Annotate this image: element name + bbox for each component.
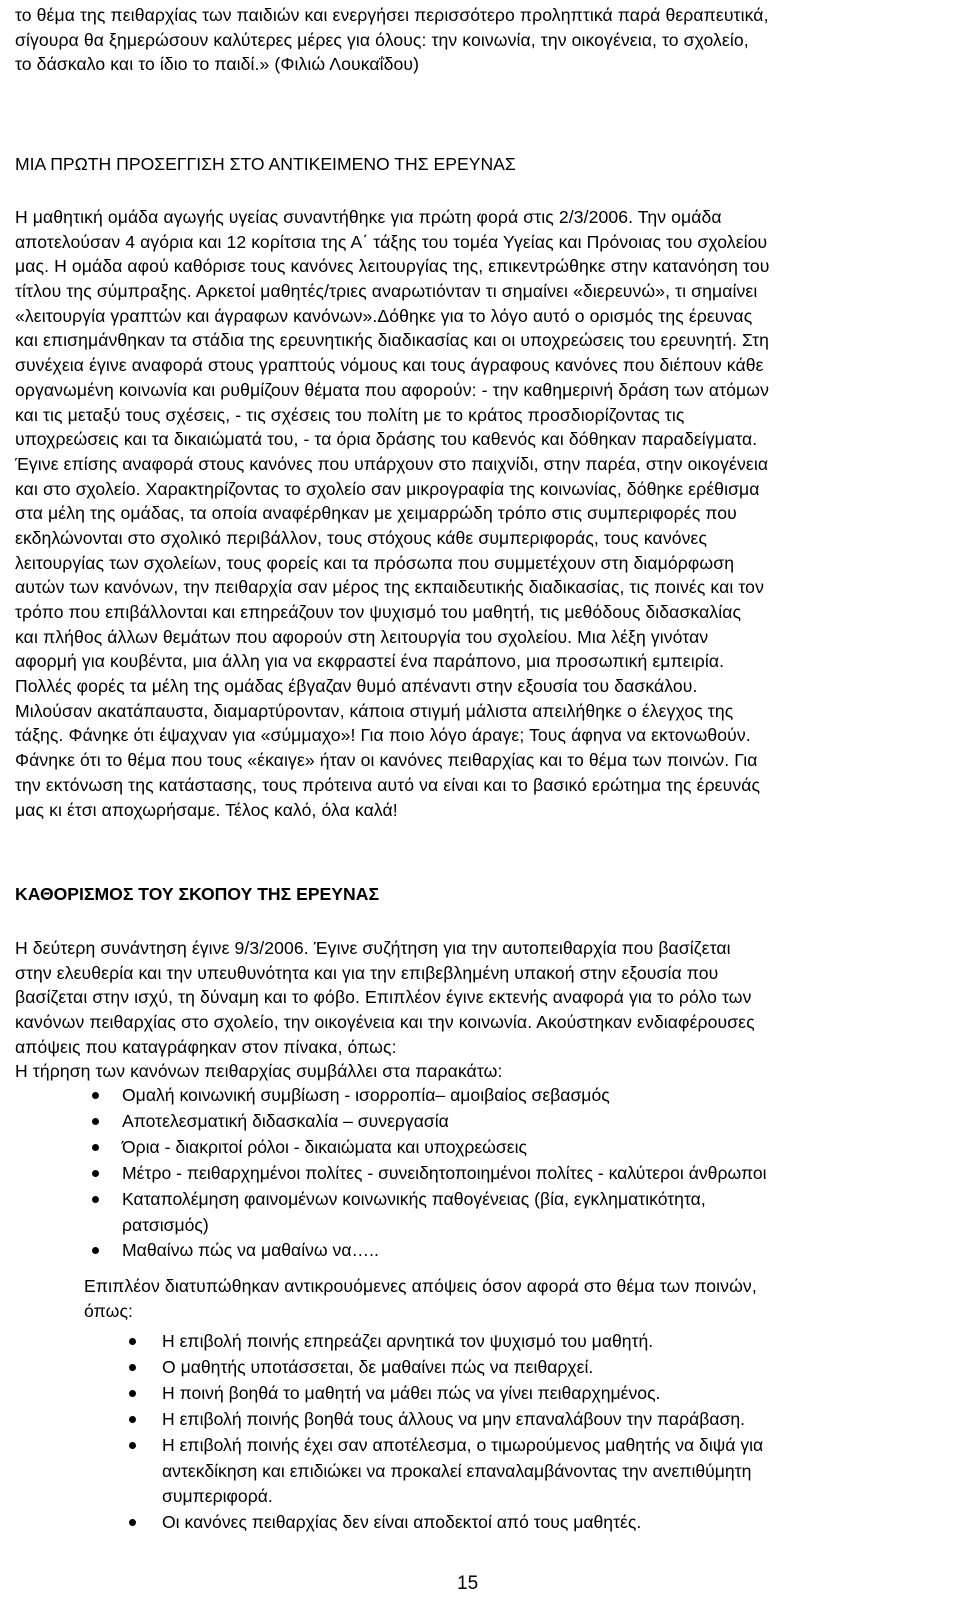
list-item: Η ποινή βοηθά το μαθητή να μάθει πώς να γίνει πειθαρχημένος. bbox=[162, 1381, 763, 1407]
text-line: και πλήθος άλλων θεμάτων που αφορούν στη λειτουργία του σχολείου. Μια λέξη γινόταν bbox=[15, 626, 709, 647]
text-line: το δάσκαλο και το ίδιο το παιδί.» (Φιλιώ Λουκαΐδου) bbox=[15, 54, 420, 75]
text-line: οργανωμένη κοινωνία και ρυθμίζουν θέματα που αφορούν: - την καθημερινή δράση των ατόμων bbox=[15, 379, 769, 400]
text-line: συνέχεια έγινε αναφορά στους γραπτούς νόμους και τους άγραφους κανόνες που διέπουν κάθε bbox=[15, 355, 764, 376]
list-item: Καταπολέμηση φαινομένων κοινωνικής παθογένειας (βία, εγκληματικότητα, bbox=[122, 1187, 767, 1213]
bullet-icon bbox=[129, 1519, 136, 1526]
bullet-icon bbox=[129, 1390, 136, 1397]
section1-paragraph bbox=[15, 205, 945, 822]
text-line: Πολλές φορές τα μέλη της ομάδας έβγαζαν θυμό απέναντι στην εξουσία του δασκάλου. bbox=[15, 676, 698, 697]
text-line: τρόπο που επιβάλλονται και επηρεάζουν τον ψυχισμό του μαθητή, τις μεθόδους διδασκαλίας bbox=[15, 602, 742, 622]
text-line: βασίζεται στην ισχύ, τη δύναμη και το φόβο. Επιπλέον έγινε εκτενής αναφορά για το ρόλο των bbox=[15, 987, 752, 1008]
text-line: λειτουργίας των σχολείων, τους φορείς και τα πρόσωπα που συμμετέχουν στη διαμόρφωση bbox=[15, 552, 735, 573]
list-item: Ομαλή κοινωνική συμβίωση - ισορροπία– αμοιβαίος σεβασμός bbox=[122, 1083, 767, 1109]
text-line: αυτών των κανόνων, την πειθαρχία σαν μέρος της εκπαιδευτικής διαδικασίας, τις ποινές και τον bbox=[15, 577, 764, 598]
list-item: Η επιβολή ποινής βοηθά τους άλλους να μην επαναλάβουν την παράβαση. bbox=[162, 1407, 763, 1433]
list-item: Αποτελεσματική διδασκαλία – συνεργασία bbox=[122, 1109, 767, 1135]
text-line: Έγινε επίσης αναφορά στους κανόνες που υπάρχουν στο παιχνίδι, στην παρέα, στην οικογένεια bbox=[15, 453, 769, 474]
text-line: εκδηλώνονται στο σχολικό περιβάλλον, τους στόχους κάθε συμπεριφοράς, τους κανόνες bbox=[15, 527, 708, 548]
text-line: σίγουρα θα ξημερώσουν καλύτερες μέρες για όλους: την κοινωνία, την οικογένεια, το σχολείο, bbox=[15, 29, 749, 50]
list-item: Η επιβολή ποινής επηρεάζει αρνητικά τον ψυχισμό του μαθητή. bbox=[162, 1329, 763, 1355]
bullet-icon bbox=[92, 1247, 99, 1254]
bullet-icon bbox=[92, 1092, 99, 1099]
text-line: και στο σχολείο. Χαρακτηρίζοντας το σχολείο σαν μικρογραφία της κοινωνίας, δόθηκε ερέθισμα bbox=[15, 478, 760, 499]
section2-paragraph bbox=[15, 936, 945, 1084]
bullet-icon bbox=[92, 1170, 99, 1177]
list-item-continuation: αντεκδίκηση και επιδιώκει να προκαλεί επαναλαμβάνοντας την ανεπιθύμητη bbox=[162, 1460, 752, 1481]
text-line: Η δεύτερη συνάντηση έγινε 9/3/2006. Έγινε συζήτηση για την αυτοπειθαρχία που βασίζεται bbox=[15, 938, 731, 958]
text-line: στην ελευθερία και την υπευθυνότητα και για την επιβεβλημένη υπακοή στην εξουσία που bbox=[15, 962, 719, 983]
bullet-icon bbox=[92, 1118, 99, 1125]
text-line: Η μαθητική ομάδα αγωγής υγείας συναντήθηκε για πρώτη φορά στις 2/3/2006. Την ομάδα bbox=[15, 207, 722, 227]
section-heading: ΜΙΑ ΠΡΩΤΗ ΠΡΟΣΕΓΓΙΣΗ ΣΤΟ ΑΝΤΙΚΕΙΜΕΝΟ ΤΗΣ ΕΡΕΥΝΑΣ bbox=[15, 154, 516, 174]
list-item: Μαθαίνω πώς να μαθαίνω να….. bbox=[122, 1238, 767, 1264]
text-line: μας. Η ομάδα αφού καθόρισε τους κανόνες λειτουργίας της, επικεντρώθηκε στην κατανόηση του bbox=[15, 256, 770, 277]
bullet-icon bbox=[129, 1442, 136, 1449]
text-line: τίτλου της σύμπραξης. Αρκετοί μαθητές/τριες αναρωτιόνταν τι σημαίνει «διερευνώ», τι σημαίνει bbox=[15, 281, 758, 302]
text-line: αφορμή για κουβέντα, μια άλλη για να εκφραστεί ένα παράπονο, μια προσωπική εμπειρία. bbox=[15, 651, 725, 672]
text-line: Φάνηκε ότι το θέμα που τους «έκαιγε» ήταν οι κανόνες πειθαρχίας και το θέμα των ποινών. Για bbox=[15, 750, 758, 771]
list-item-continuation: ρατσισμός) bbox=[122, 1214, 209, 1235]
section-heading: ΚΑΘΟΡΙΣΜΟΣ ΤΟΥ ΣΚΟΠΟΥ ΤΗΣ ΕΡΕΥΝΑΣ bbox=[15, 884, 379, 904]
text-line: μας κι έτσι αποχωρήσαμε. Τέλος καλό, όλα καλά! bbox=[15, 799, 398, 820]
intro-paragraph bbox=[15, 3, 945, 77]
list-item: Η επιβολή ποινής έχει σαν αποτέλεσμα, ο τιμωρούμενος μαθητής να διψά για bbox=[162, 1433, 763, 1459]
text-line: Η τήρηση των κανόνων πειθαρχίας συμβάλλει στα παρακάτω: bbox=[15, 1061, 503, 1082]
bullet-icon bbox=[129, 1338, 136, 1345]
text-line: στα μέλη της ομάδας, τα οποία αναφέρθηκαν με χειμαρρώδη τρόπο στις συμπεριφορές που bbox=[15, 503, 737, 524]
bullet-list bbox=[122, 1083, 767, 1264]
text-line: κανόνων πειθαρχίας στο σχολείο, την οικογένεια και την κοινωνία. Ακούστηκαν ενδιαφέρουσες bbox=[15, 1012, 755, 1033]
list-item-continuation: συμπεριφορά. bbox=[162, 1486, 273, 1507]
text-line: και τις μεταξύ τους σχέσεις, - τις σχέσεις του πολίτη με το κράτος προσδιορίζοντας τις bbox=[15, 404, 685, 425]
text-line: αποτελούσαν 4 αγόρια και 12 κορίτσια της Α΄ τάξης του τομέα Υγείας και Πρόνοιας του σχολείου bbox=[15, 231, 768, 252]
bullet-icon bbox=[92, 1196, 99, 1203]
text-line: την εκτόνωση της κατάστασης, τους πρότεινα αυτό να είναι και το βασικό ερώτημα της έρευνάς bbox=[15, 774, 761, 795]
page-number: 15 bbox=[457, 1573, 479, 1594]
text-line: όπως: bbox=[84, 1300, 134, 1321]
text-line: και επισημάνθηκαν τα στάδια της ερευνητικής διαδικασίας και οι υποχρεώσεις του ερευνητή. Στη bbox=[15, 330, 770, 351]
text-line: Επιπλέον διατυπώθηκαν αντικρουόμενες απόψεις όσον αφορά στο θέμα των ποινών, bbox=[84, 1276, 757, 1296]
text-line: «λειτουργία γραπτών και άγραφων κανόνων».Δόθηκε για το λόγο αυτό ο ορισμός της έρευνας bbox=[15, 305, 753, 326]
list-item: Ο μαθητής υποτάσσεται, δε μαθαίνει πώς να πειθαρχεί. bbox=[162, 1355, 763, 1381]
list-item: Οι κανόνες πειθαρχίας δεν είναι αποδεκτοί από τους μαθητές. bbox=[162, 1510, 763, 1536]
list-item: Μέτρο - πειθαρχημένοι πολίτες - συνειδητοποιημένοι πολίτες - καλύτεροι άνθρωποι bbox=[122, 1161, 767, 1187]
text-line: τάξης. Φάνηκε ότι έψαχναν για «σύμμαχο»! Για ποιο λόγο άραγε; Τους άφηνα να εκτονωθούν. bbox=[15, 725, 751, 746]
text-line: υποχρεώσεις και τα δικαιώματά του, - τα όρια δράσης του καθενός και δόθηκαν παραδείγματα. bbox=[15, 429, 758, 450]
list-item: Όρια - διακριτοί ρόλοι - δικαιώματα και υποχρεώσεις bbox=[122, 1135, 767, 1161]
bullet-icon bbox=[129, 1364, 136, 1371]
text-line: το θέμα της πειθαρχίας των παιδιών και ενεργήσει περισσότερο προληπτικά παρά θεραπευτικά, bbox=[15, 5, 769, 25]
text-line: απόψεις που καταγράφηκαν στον πίνακα, όπως: bbox=[15, 1036, 397, 1057]
bullet-icon bbox=[92, 1144, 99, 1151]
bullet-icon bbox=[129, 1416, 136, 1423]
text-line: Μιλούσαν ακατάπαυστα, διαμαρτύρονταν, κάποια στιγμή μάλιστα απειλήθηκε ο έλεγχος της bbox=[15, 700, 734, 721]
bullet-list bbox=[162, 1329, 763, 1536]
middle-paragraph bbox=[84, 1274, 944, 1323]
